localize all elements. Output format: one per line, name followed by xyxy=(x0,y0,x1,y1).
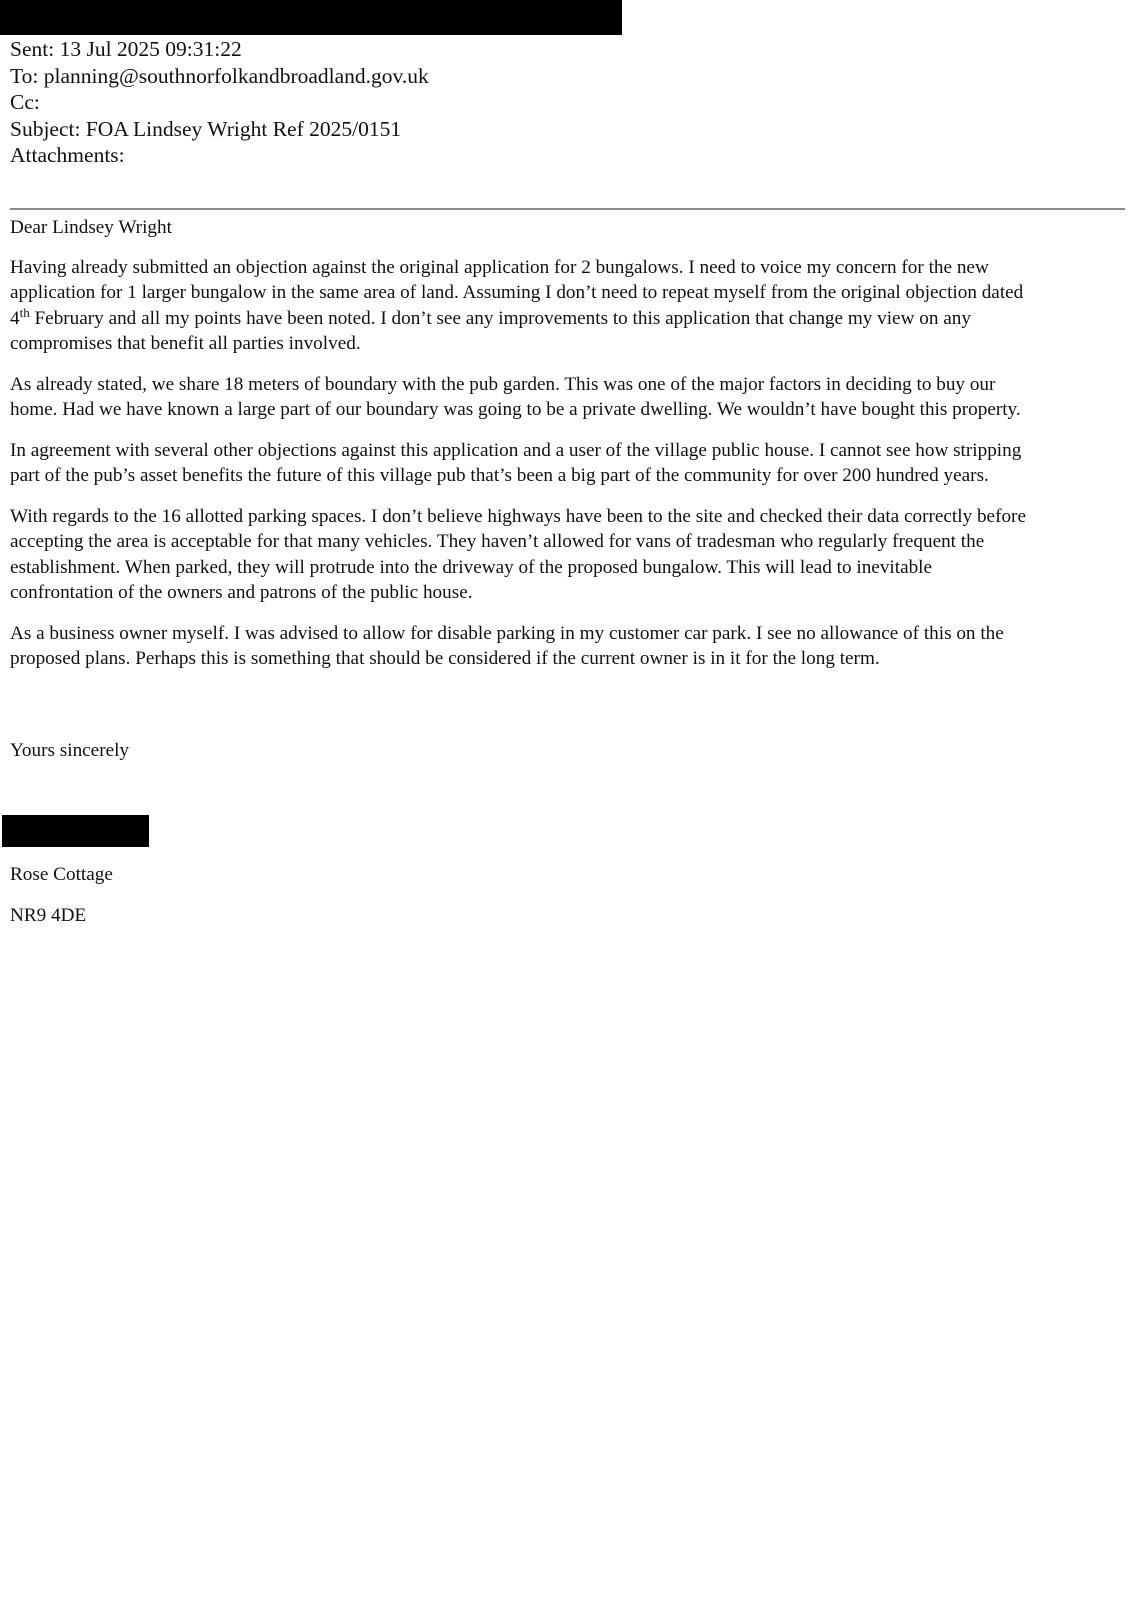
paragraph-5-line-2: proposed plans. Perhaps this is something that should be considered if the current owner is in it for the long term. xyxy=(10,648,880,669)
paragraph-4-line-2: accepting the area is acceptable for that many vehicles. They haven’t allowed for vans of tradesman who regularly frequent the xyxy=(10,531,985,552)
paragraph-4-line-1: With regards to the 16 allotted parking spaces. I don’t believe highways have been to the site and checked their data correctly before xyxy=(10,505,1026,527)
sent-value: 13 Jul 2025 09:31:22 xyxy=(59,37,242,61)
paragraph-4 xyxy=(10,504,1128,606)
paragraph-4-line-4: confrontation of the owners and patrons of the public house. xyxy=(10,582,473,603)
closing: Yours sincerely xyxy=(10,740,130,761)
greeting: Dear Lindsey Wright xyxy=(10,217,172,238)
paragraph-1-line-3-text: February and all my points have been noted. I don’t see any improvements to this application that change my view on any xyxy=(29,307,971,329)
redacted-sender-bar xyxy=(0,0,622,35)
paragraph-3-line-2: part of the pub’s asset benefits the future of this village pub that’s been a big part of the community for over 200 hundred years. xyxy=(10,465,989,486)
attachments-label: Attachments: xyxy=(10,143,125,167)
paragraph-5 xyxy=(10,621,1128,672)
header-divider xyxy=(10,208,1125,210)
paragraph-2-line-1: As already stated, we share 18 meters of boundary with the pub garden. This was one of the major factors in deciding to buy our xyxy=(10,373,996,395)
subject-label: Subject: xyxy=(10,116,81,141)
paragraph-3 xyxy=(10,438,1128,489)
to-line xyxy=(10,63,429,90)
letter-body xyxy=(10,215,1128,687)
paragraph-1-line-2: application for 1 larger bungalow in the same area of land. Assuming I don’t need to repeat myself from the original objection dated xyxy=(10,282,1024,303)
redacted-name-bar xyxy=(2,815,149,847)
paragraph-2-line-2: home. Had we have known a large part of our boundary was going to be a private dwelling. We wouldn’t have bought this property. xyxy=(10,399,1021,420)
paragraph-2 xyxy=(10,372,1128,423)
subject-value: FOA Lindsey Wright Ref 2025/0151 xyxy=(85,116,402,141)
paragraph-1-line-3 xyxy=(10,306,1128,332)
paragraph-1-line-4: compromises that benefit all parties involved. xyxy=(10,333,361,354)
cc-line xyxy=(10,89,429,116)
email-header xyxy=(10,36,429,169)
ordinal-suffix: th xyxy=(19,304,30,320)
to-value: planning@southnorfolkandbroadland.gov.uk xyxy=(43,63,429,88)
paragraph-3-line-1: In agreement with several other objections against this application and a user of the village public house. I cannot see how stripping xyxy=(10,439,1022,461)
address-line-2: NR9 4DE xyxy=(10,905,87,926)
paragraph-4-line-3: establishment. When parked, they will protrude into the driveway of the proposed bungalow. This will lead to inevitable xyxy=(10,556,933,578)
date-day: 4 xyxy=(10,307,20,329)
paragraph-1-line-1: Having already submitted an objection against the original application for 2 bungalows. I need to voice my concern for the new xyxy=(10,256,989,278)
sent-label: Sent: xyxy=(10,37,55,61)
address-line-1: Rose Cottage xyxy=(10,864,113,885)
sent-line xyxy=(10,36,429,63)
attachments-line xyxy=(10,142,429,169)
paragraph-1 xyxy=(10,255,1128,357)
paragraph-5-line-1: As a business owner myself. I was advised to allow for disable parking in my customer car park. I see no allowance of this on the xyxy=(10,622,1004,644)
to-label: To: xyxy=(10,63,39,88)
subject-line xyxy=(10,116,429,143)
cc-label: Cc: xyxy=(10,90,40,114)
